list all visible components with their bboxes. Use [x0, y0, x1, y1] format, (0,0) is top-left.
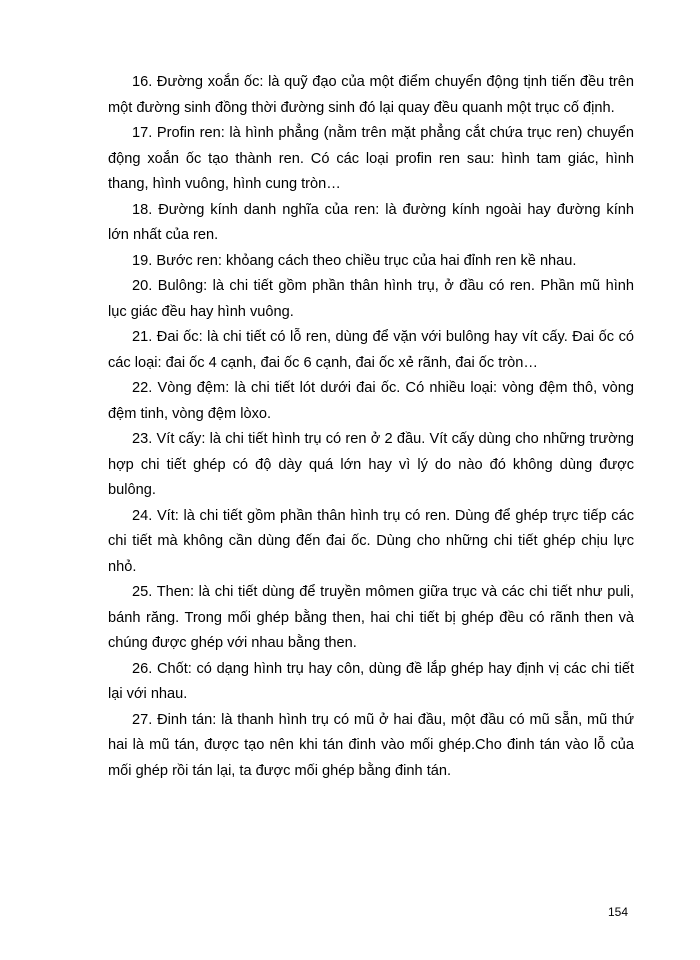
definition-paragraph-21: 21. Đai ốc: là chi tiết có lỗ ren, dùng để vặn với bulông hay vít cấy. Đai ốc có các loại: đai ốc 4 cạnh, đai ốc 6 cạnh, đai ốc xẻ rãnh, đai ốc tròn… [108, 329, 634, 371]
page-number: 154 [608, 905, 629, 919]
definition-paragraph-20: 20. Bulông: là chi tiết gồm phần thân hình trụ, ở đầu có ren. Phần mũ hình lục giác đều hay hình vuông. [108, 278, 634, 320]
definition-paragraph-22: 22. Vòng đệm: là chi tiết lót dưới đai ốc. Có nhiều loại: vòng đệm thô, vòng đệm tinh, vòng đệm lòxo. [108, 380, 634, 422]
definition-paragraph-26: 26. Chốt: có dạng hình trụ hay côn, dùng đề lắp ghép hay định vị các chi tiết lại với nhau. [108, 660, 634, 702]
definition-paragraph-17: 17. Profin ren: là hình phẳng (nằm trên mặt phẳng cắt chứa trục ren) chuyển động xoắn ốc tạo thành ren. Có các loại profin ren sau: hình tam giác, hình thang, hình vuông, hình cung tròn… [108, 125, 634, 192]
definition-paragraph-24: 24. Vít: là chi tiết gồm phần thân hình trụ có ren. Dùng để ghép trực tiếp các chi tiết mà không cần dùng đến đai ốc. Dùng cho những chi tiết ghép chịu lực nhỏ. [108, 507, 634, 575]
definition-paragraph-27: 27. Đinh tán: là thanh hình trụ có mũ ở hai đầu, một đầu có mũ sẵn, mũ thứ hai là mũ tán, được tạo nên khi tán đinh vào mối ghép.Cho đinh tán vào lỗ của mối ghép rồi tán lại, ta được mối ghép bằng đinh tán. [108, 711, 634, 779]
page-body [108, 70, 634, 784]
definition-paragraph-18: 18. Đường kính danh nghĩa của ren: là đường kính ngoài hay đường kính lớn nhất của ren. [108, 201, 634, 243]
definition-paragraph-19: 19. Bước ren: khỏang cách theo chiều trục của hai đỉnh ren kề nhau. [132, 252, 577, 269]
definition-paragraph-23: 23. Vít cấy: là chi tiết hình trụ có ren ở 2 đầu. Vít cấy dùng cho những trường hợp chi tiết ghép có độ dày quá lớn hay vì lý do nào đó không dùng được bulông. [108, 431, 634, 498]
definition-paragraph-25: 25. Then: là chi tiết dùng để truyền mômen giữa trục và các chi tiết như puli, bánh răng. Trong mối ghép bằng then, hai chi tiết bị ghép đều có rãnh then và chúng được ghép với nhau bằng then. [108, 584, 634, 651]
definition-paragraph-16: 16. Đường xoắn ốc: là quỹ đạo của một điểm chuyển động tịnh tiến đều trên một đường sinh đồng thời đường sinh đó lại quay đều quanh một trục cố định. [108, 74, 634, 116]
